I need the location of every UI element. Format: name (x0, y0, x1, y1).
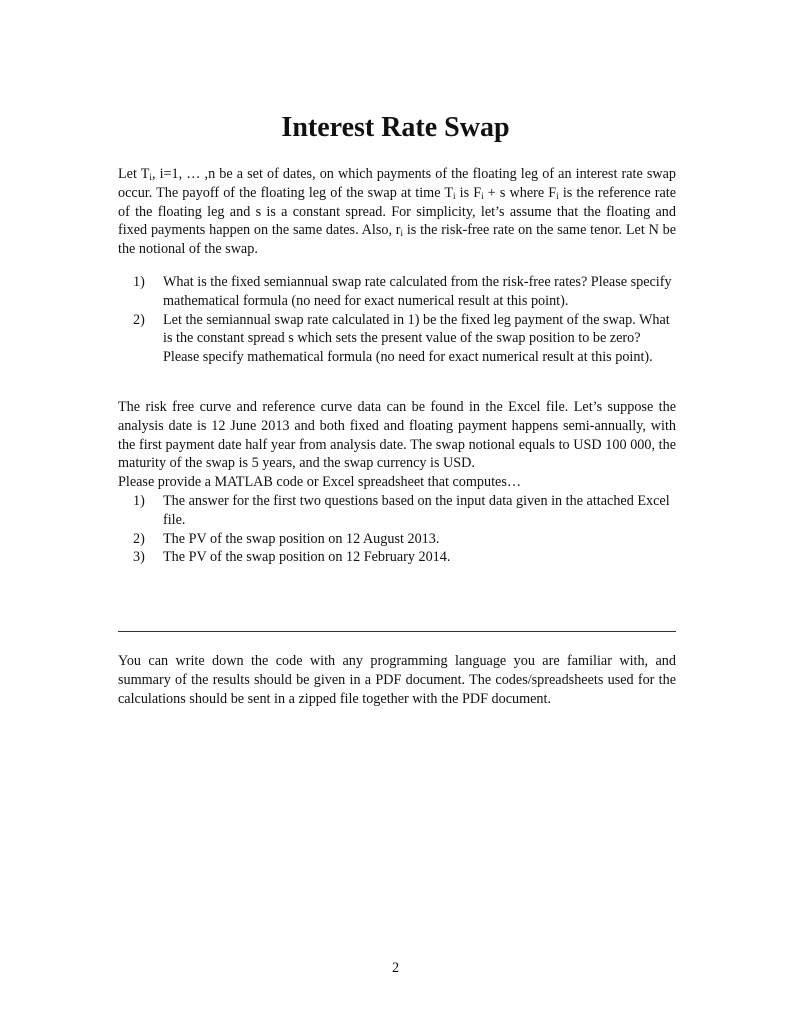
provide-line: Please provide a MATLAB code or Excel spreadsheet that computes… (118, 474, 522, 491)
closing-paragraph: You can write down the code with any programming language you are familiar with, and summary of the results should be given in a PDF document. The codes/spreadsheets used for the calculations should be sent in a zipped file together with the PDF document. (118, 653, 676, 707)
list-number: 3) (133, 549, 145, 566)
list-number: 1) (133, 492, 145, 509)
list-item (118, 530, 676, 549)
list-number: 2) (133, 530, 145, 547)
list-text: The PV of the swap position on 12 August 2013. (163, 530, 440, 547)
data-paragraph: The risk free curve and reference curve data can be found in the Excel file. Let’s suppose the analysis date is 12 June 2013 and both fixed and floating payment happens semi-annually, with the first payment date half year from analysis date. The swap notional equals to USD 100 000, the maturity of the swap is 5 years, and the swap currency is USD. (118, 399, 676, 472)
list-item (118, 311, 676, 367)
list-number: 2) (133, 311, 145, 328)
data-section (118, 398, 676, 567)
list-text: Let the semiannual swap rate calculated in 1) be the fixed leg payment of the swap. What is the constant spread s which sets the present value of the swap position to be zero? Please specify mathematical formula (no need for exact numerical result at this point). (163, 311, 670, 366)
list-text: The answer for the first two questions based on the input data given in the attached Excel file. (163, 492, 670, 528)
horizontal-divider (118, 631, 676, 632)
list-item (118, 492, 676, 530)
list-text: The PV of the swap position on 12 February 2014. (163, 549, 451, 566)
questions-list (118, 273, 676, 367)
list-item (118, 273, 676, 311)
list-number: 1) (133, 274, 145, 290)
list-text: What is the fixed semiannual swap rate calculated from the risk-free rates? Please specify mathematical formula (no need for exact numerical result at this point). (163, 274, 672, 309)
list-item (118, 548, 676, 567)
page-title: Interest Rate Swap (281, 112, 510, 143)
tasks-list (118, 492, 676, 567)
page-number: 2 (391, 960, 400, 976)
intro-paragraph: Let $T_i$, i=1, … ,n be a set of dates, on which payments of the floating leg of an interest rate swap occur. The payoff of the floating leg of the swap at time $T_i$ is $F_i + s$ where $F_i$ is the reference rate of the floating leg and s is a constant spread. For simplicity, let’s assume that the floating and fixed payments happen on the same dates. Also, $r_i$ is the risk-free rate on the same tenor. Let N be the notional of the swap. (118, 166, 677, 258)
